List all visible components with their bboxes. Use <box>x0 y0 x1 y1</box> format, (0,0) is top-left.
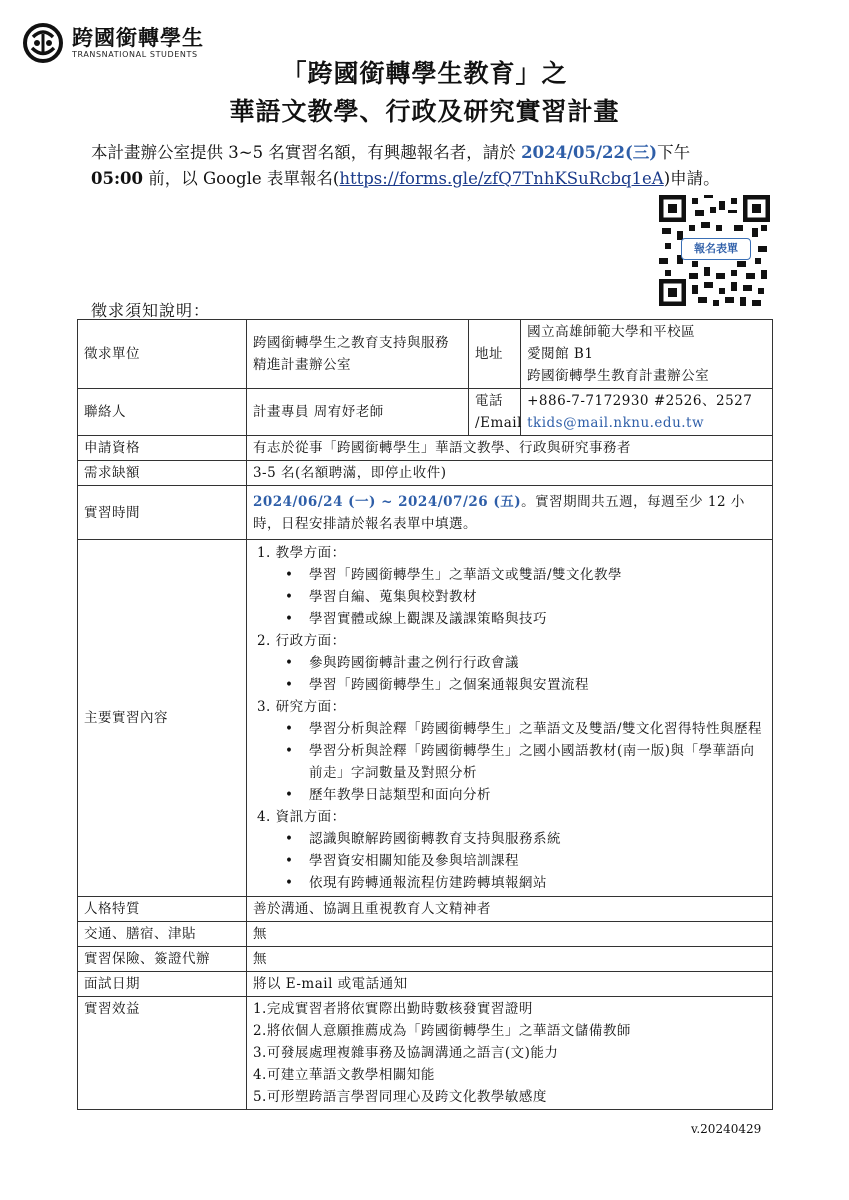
phone-email-label <box>469 389 521 436</box>
phone-value: +886-7-7172930 #2526、2527 <box>527 393 753 409</box>
address-line-1: 國立高雄師範大學和平校區 <box>527 324 696 340</box>
content-value <box>246 540 772 897</box>
email-value[interactable]: tkids@mail.nknu.edu.tw <box>527 415 705 431</box>
qualification-value: 有志於從事「跨國銜轉學生」華語文教學、行政與研究事務者 <box>246 436 772 461</box>
address-label: 地址 <box>469 320 521 389</box>
quota-value: 3-5 名(名額聘滿，即停止收件) <box>246 461 772 486</box>
deadline-date: 2024/05/22(三) <box>521 143 658 162</box>
unit-label: 徵求單位 <box>78 320 247 389</box>
section-heading: 2. 行政方面： <box>256 633 346 649</box>
table-row-period <box>78 486 773 540</box>
table-row-contact <box>78 389 773 436</box>
insurance-value: 無 <box>246 947 772 972</box>
qualification-label: 申請資格 <box>78 436 247 461</box>
personality-value: 善於溝通、協調且重視教育人文精神者 <box>246 897 772 922</box>
table-row-content <box>78 540 773 897</box>
period-text: 。實習期間共五週，每週至少 12 小時，日程安排請於報名表單中填選。 <box>252 493 745 532</box>
list-item: • 認識與瞭解跨國銜轉教育支持與服務系統 <box>309 828 766 850</box>
interview-label: 面試日期 <box>78 972 247 997</box>
personality-label: 人格特質 <box>78 897 247 922</box>
insurance-label: 實習保險、簽證代辦 <box>78 947 247 972</box>
address-line-2: 愛閱館 B1 <box>527 346 594 362</box>
logo-chinese: 跨國銜轉學生 <box>72 26 204 50</box>
table-row-interview <box>78 972 773 997</box>
table-row-benefit <box>78 997 773 1110</box>
list-item: • 學習分析與詮釋「跨國銜轉學生」之華語文及雙語/雙文化習得特性與歷程 <box>309 718 766 740</box>
form-link[interactable]: https://forms.gle/zfQ7TnhKSuRcbq1eA <box>339 169 664 188</box>
requirements-table <box>77 319 773 1110</box>
address-value <box>521 320 773 389</box>
period-value <box>246 486 772 540</box>
table-row-insurance <box>78 947 773 972</box>
benefit-label: 實習效益 <box>78 997 247 1110</box>
list-item: • 歷年教學日誌類型和面向分析 <box>309 784 766 806</box>
list-item: 5.可形塑跨語言學習同理心及跨文化教學敏感度 <box>252 1089 547 1105</box>
phone-email-value <box>521 389 773 436</box>
unit-value: 跨國銜轉學生之教育支持與服務精進計畫辦公室 <box>246 320 468 389</box>
list-item: 1.完成實習者將依實際出勤時數核發實習證明 <box>252 1001 533 1017</box>
period-dates: 2024/06/24 (一) ~ 2024/07/26 (五) <box>252 493 522 510</box>
transport-value: 無 <box>246 922 772 947</box>
table-row-personality <box>78 897 773 922</box>
intro-text-4: )申請。 <box>663 169 720 188</box>
list-item: • 學習實體或線上觀課及議課策略與技巧 <box>309 608 766 630</box>
version-label: v.20240429 <box>691 1122 762 1136</box>
section-heading: 3. 研究方面： <box>256 699 346 715</box>
address-line-3: 跨國銜轉學生教育計畫辦公室 <box>527 368 710 384</box>
contact-value: 計畫專員 周宥妤老師 <box>246 389 468 436</box>
list-item: • 學習分析與詮釋「跨國銜轉學生」之國小國語教材(南一版)與「學華語向前走」字詞數量及對照分析 <box>309 740 766 784</box>
logo-english: TRANSNATIONAL STUDENTS <box>72 50 198 59</box>
quota-label: 需求缺額 <box>78 461 247 486</box>
intro-text-3: 前，以 Google 表單報名( <box>143 169 340 188</box>
intro-text-1: 本計畫辦公室提供 3~5 名實習名額，有興趣報名者，請於 <box>91 143 522 162</box>
title-line-2: 華語文教學、行政及研究實習計畫 <box>229 97 620 126</box>
table-row-unit <box>78 320 773 389</box>
list-item: • 學習「跨國銜轉學生」之華語文或雙語/雙文化教學 <box>309 564 766 586</box>
benefit-value <box>246 997 772 1110</box>
intro-line-1 <box>91 140 771 166</box>
list-item: 2.將依個人意願推薦成為「跨國銜轉學生」之華語文儲備教師 <box>252 1023 631 1039</box>
deadline-time: 05:00 <box>91 169 144 188</box>
content-label: 主要實習內容 <box>78 540 247 897</box>
list-item: • 依現有跨轉通報流程仿建跨轉填報網站 <box>309 872 766 894</box>
intro-line-2 <box>91 166 771 192</box>
list-item: • 學習「跨國銜轉學生」之個案通報與安置流程 <box>309 674 766 696</box>
list-item: • 學習資安相關知能及參與培訓課程 <box>309 850 766 872</box>
section-list <box>253 828 766 894</box>
list-item: • 參與跨國銜轉計畫之例行行政會議 <box>309 652 766 674</box>
list-item: 3.可發展處理複雜事務及協調溝通之語言(文)能力 <box>252 1045 559 1061</box>
transport-label: 交通、膳宿、津貼 <box>78 922 247 947</box>
email-label: /Email <box>475 415 522 431</box>
section-list <box>253 652 766 696</box>
section-heading: 1. 教學方面： <box>256 545 346 561</box>
title-line-1: 「跨國銜轉學生教育」之 <box>281 59 568 88</box>
table-row-quota <box>78 461 773 486</box>
table-row-qualification <box>78 436 773 461</box>
section-list <box>253 564 766 630</box>
list-item: 4.可建立華語文教學相關知能 <box>252 1067 435 1083</box>
contact-label: 聯絡人 <box>78 389 247 436</box>
period-label: 實習時間 <box>78 486 247 540</box>
subheading: 徵求須知說明： <box>91 301 211 320</box>
phone-label: 電話 <box>475 393 504 409</box>
qr-label: 報名表單 <box>681 238 751 260</box>
intro-text-2: 下午 <box>657 143 691 162</box>
section-list <box>253 718 766 806</box>
table-row-transport <box>78 922 773 947</box>
interview-value: 將以 E-mail 或電話通知 <box>246 972 772 997</box>
section-heading: 4. 資訊方面： <box>256 809 346 825</box>
list-item: • 學習自編、蒐集與校對教材 <box>309 586 766 608</box>
